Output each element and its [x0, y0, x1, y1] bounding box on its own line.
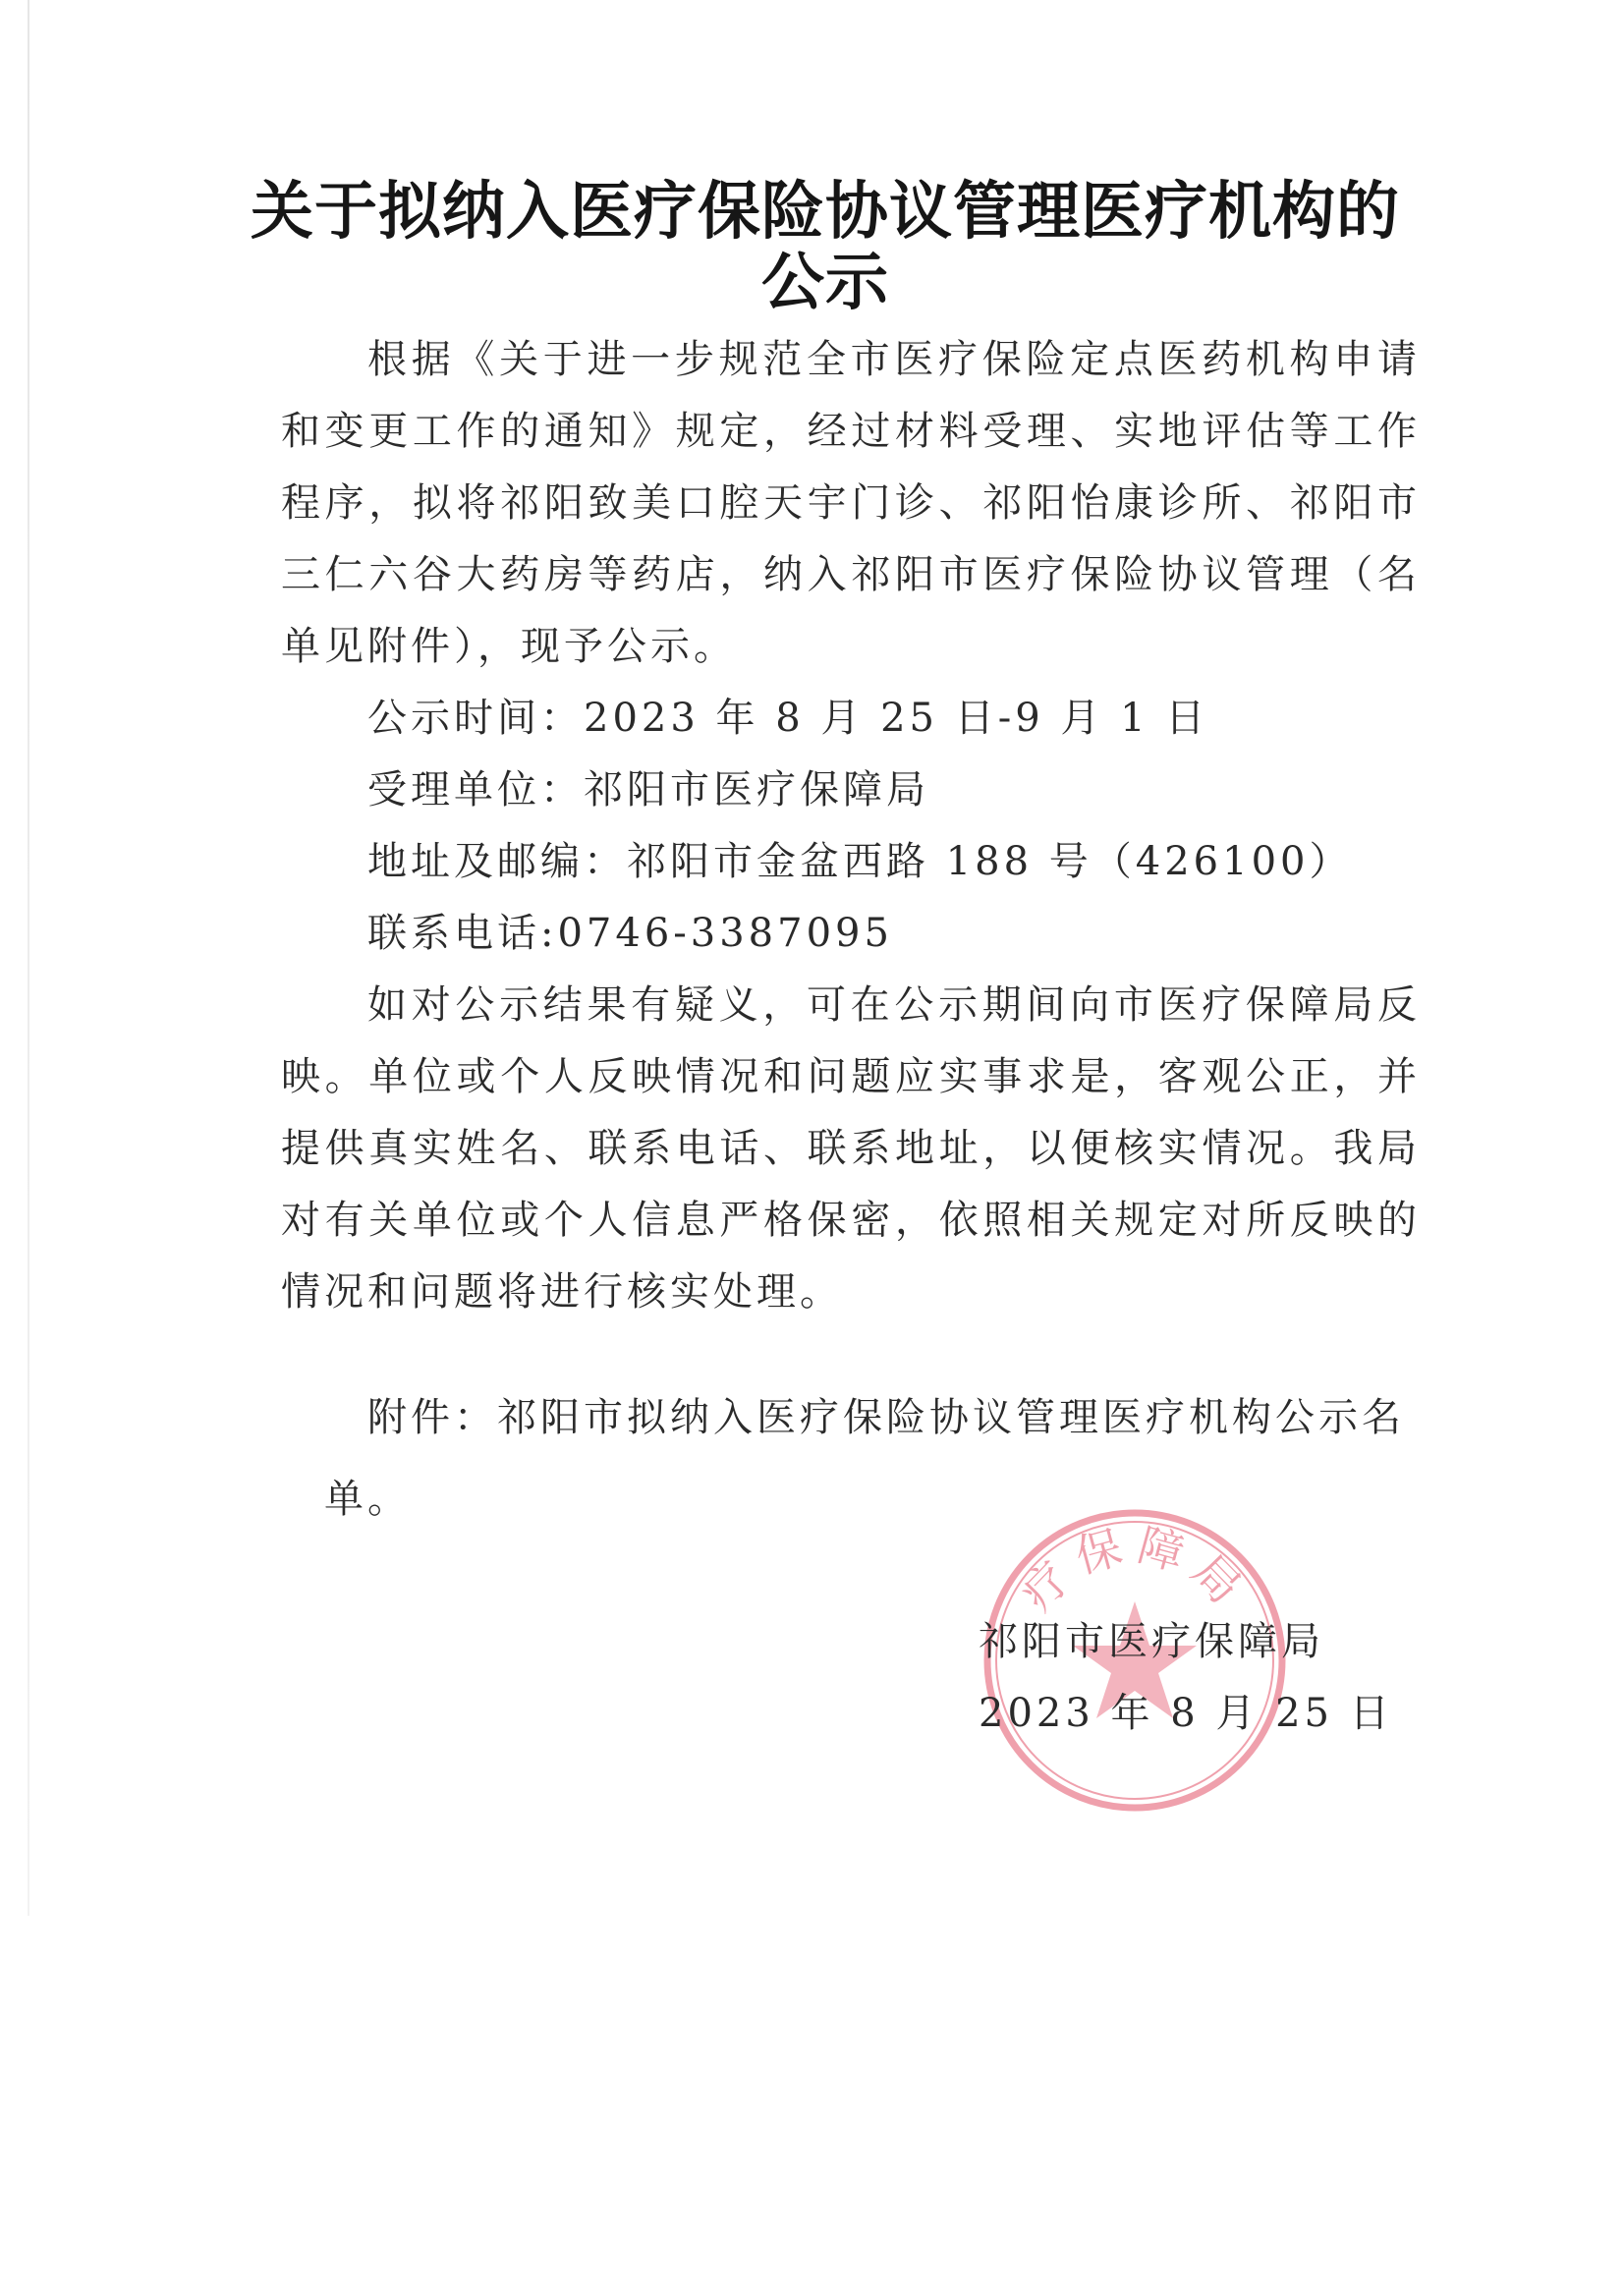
notice-period: 公示时间：2023 年 8 月 25 日-9 月 1 日	[367, 696, 1209, 741]
signature-date: 2023 年 8 月 25 日	[979, 1691, 1393, 1736]
body-text	[281, 324, 1421, 1328]
attachment-text-end: 单。	[324, 1477, 411, 1522]
accepting-agency: 受理单位：祁阳市医疗保障局	[367, 767, 929, 812]
title-line-2: 公示	[761, 247, 889, 319]
scan-edge	[28, 0, 29, 1916]
attachment-text: 附件：祁阳市拟纳入医疗保险协议管理医疗机构公示名	[367, 1395, 1405, 1440]
signature-organization: 祁阳市医疗保障局	[979, 1619, 1324, 1664]
signature-block	[979, 1606, 1393, 1750]
svg-text:疗保障局: 疗保障局	[1011, 1517, 1259, 1621]
attachment-line	[281, 1382, 1421, 1454]
intro-paragraph: 根据《关于进一步规范全市医疗保险定点医药机构申请和变更工作的通知》规定，经过材料受理、实地评估等工作程序，拟将祁阳致美口腔天宇门诊、祁阳怡康诊所、祁阳市三仁六谷大药房等药店，纳入祁阳市医疗保险协议管理（名单见附件），现予公示。	[281, 337, 1421, 669]
title-line-1: 关于拟纳入医疗保险协议管理医疗机构的	[251, 176, 1400, 249]
contact-phone: 联系电话:0746-3387095	[367, 911, 893, 956]
address: 地址及邮编：祁阳市金盆西路 188 号（426100）	[367, 839, 1353, 884]
objection-notice-paragraph: 如对公示结果有疑义，可在公示期间向市医疗保障局反映。单位或个人反映情况和问题应实事求是，客观公正，并提供真实姓名、联系电话、联系地址，以便核实情况。我局对有关单位或个人信息严格保密，依照相关规定对所反映的情况和问题将进行核实处理。	[281, 982, 1421, 1315]
